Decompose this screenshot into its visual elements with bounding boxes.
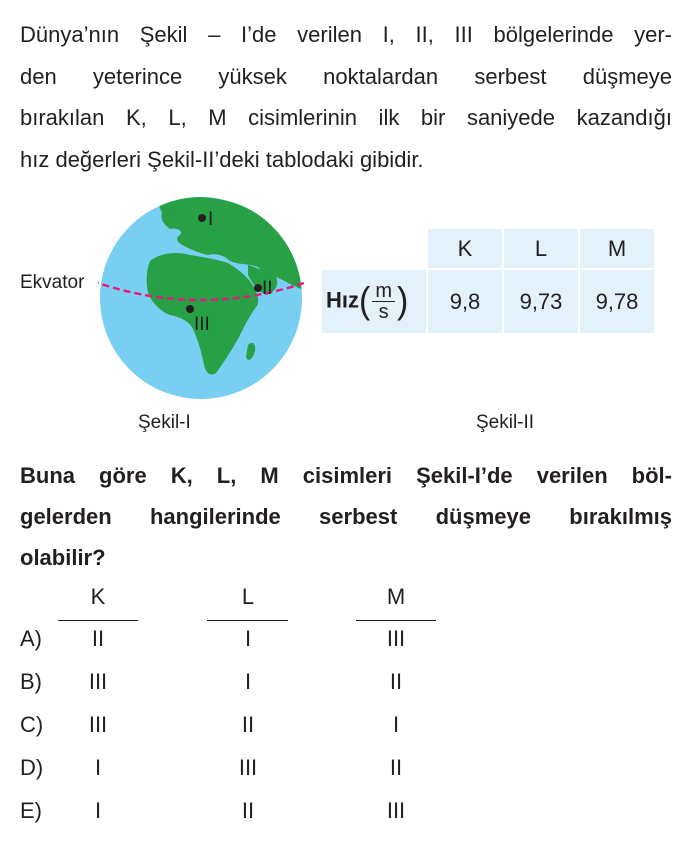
question-text (20, 455, 672, 578)
option-label: B) (20, 669, 42, 694)
question-line: Buna göre K, L, M cisimleri Şekil-I’de verilen böl- (20, 463, 672, 488)
globe-figure (98, 195, 304, 401)
table-header-row (322, 229, 654, 268)
options-header-M: M (386, 584, 406, 609)
table-header-cell: L (504, 229, 578, 268)
table-cell: 9,73 (504, 270, 578, 333)
equator-label: Ekvator (20, 272, 85, 293)
globe-svg (98, 195, 304, 401)
option-label: E) (20, 798, 42, 823)
unit-numerator: m (372, 281, 395, 302)
table-header-cell: M (580, 229, 654, 268)
intro-line: den yeterince yüksek noktalardan serbest düşmeye (20, 63, 672, 89)
figure1-caption: Şekil-I (138, 412, 191, 433)
option-value: II (91, 626, 105, 651)
option-E[interactable] (0, 798, 692, 830)
option-label: A) (20, 626, 42, 651)
option-value: III (386, 626, 406, 651)
option-label: D) (20, 755, 44, 780)
option-value: III (88, 712, 108, 737)
header-underline (207, 620, 288, 621)
table-corner (322, 229, 426, 268)
intro-line: bırakılan K, L, M cisimlerinin ilk bir saniyede kazandığı (20, 105, 672, 130)
point-I-label: I (208, 209, 214, 230)
point-II-marker (254, 284, 262, 292)
options-header-K: K (90, 584, 106, 609)
intro-line: Dünya’nın Şekil – I’de verilen I, II, III bölgelerinde yer- (20, 22, 672, 47)
row-label (322, 270, 426, 333)
table-cell: 9,8 (428, 270, 502, 333)
table-row (322, 270, 654, 333)
option-value: I (94, 798, 102, 823)
table-header-cell: K (428, 229, 502, 268)
table-cell: 9,78 (580, 270, 654, 333)
close-paren: ) (397, 280, 409, 322)
option-B[interactable] (0, 669, 692, 701)
header-underline (58, 620, 138, 621)
option-A[interactable] (0, 626, 692, 658)
point-I-marker (198, 214, 206, 222)
unit-fraction (372, 281, 395, 322)
option-value: II (241, 712, 255, 737)
option-value: I (244, 626, 252, 651)
option-C[interactable] (0, 712, 692, 744)
row-label-text: Hız (326, 287, 359, 313)
option-value: I (94, 755, 102, 780)
option-D[interactable] (0, 755, 692, 787)
option-value: III (386, 798, 406, 823)
option-value: II (241, 798, 255, 823)
header-underline (356, 620, 436, 621)
point-II-label: II (262, 278, 273, 299)
open-paren: ( (359, 280, 371, 322)
option-value: I (392, 712, 400, 737)
option-value: I (244, 669, 252, 694)
option-value: II (389, 755, 403, 780)
intro-line: hız değerleri Şekil-II’deki tablodaki gibidir. (20, 146, 424, 172)
figure2-caption: Şekil-II (476, 412, 535, 433)
intro-paragraph (20, 14, 672, 180)
question-line: olabilir? (20, 545, 106, 570)
question-line: gelerden hangilerinde serbest düşmeye bırakılmış (20, 504, 672, 529)
velocity-table (320, 227, 656, 335)
point-III-label: III (194, 314, 210, 335)
option-value: III (88, 669, 108, 694)
point-III-marker (186, 305, 194, 313)
option-label: C) (20, 712, 44, 737)
unit-denominator: s (378, 301, 389, 323)
option-value: II (389, 669, 403, 694)
option-value: III (238, 755, 258, 780)
options-header-L: L (241, 584, 255, 609)
